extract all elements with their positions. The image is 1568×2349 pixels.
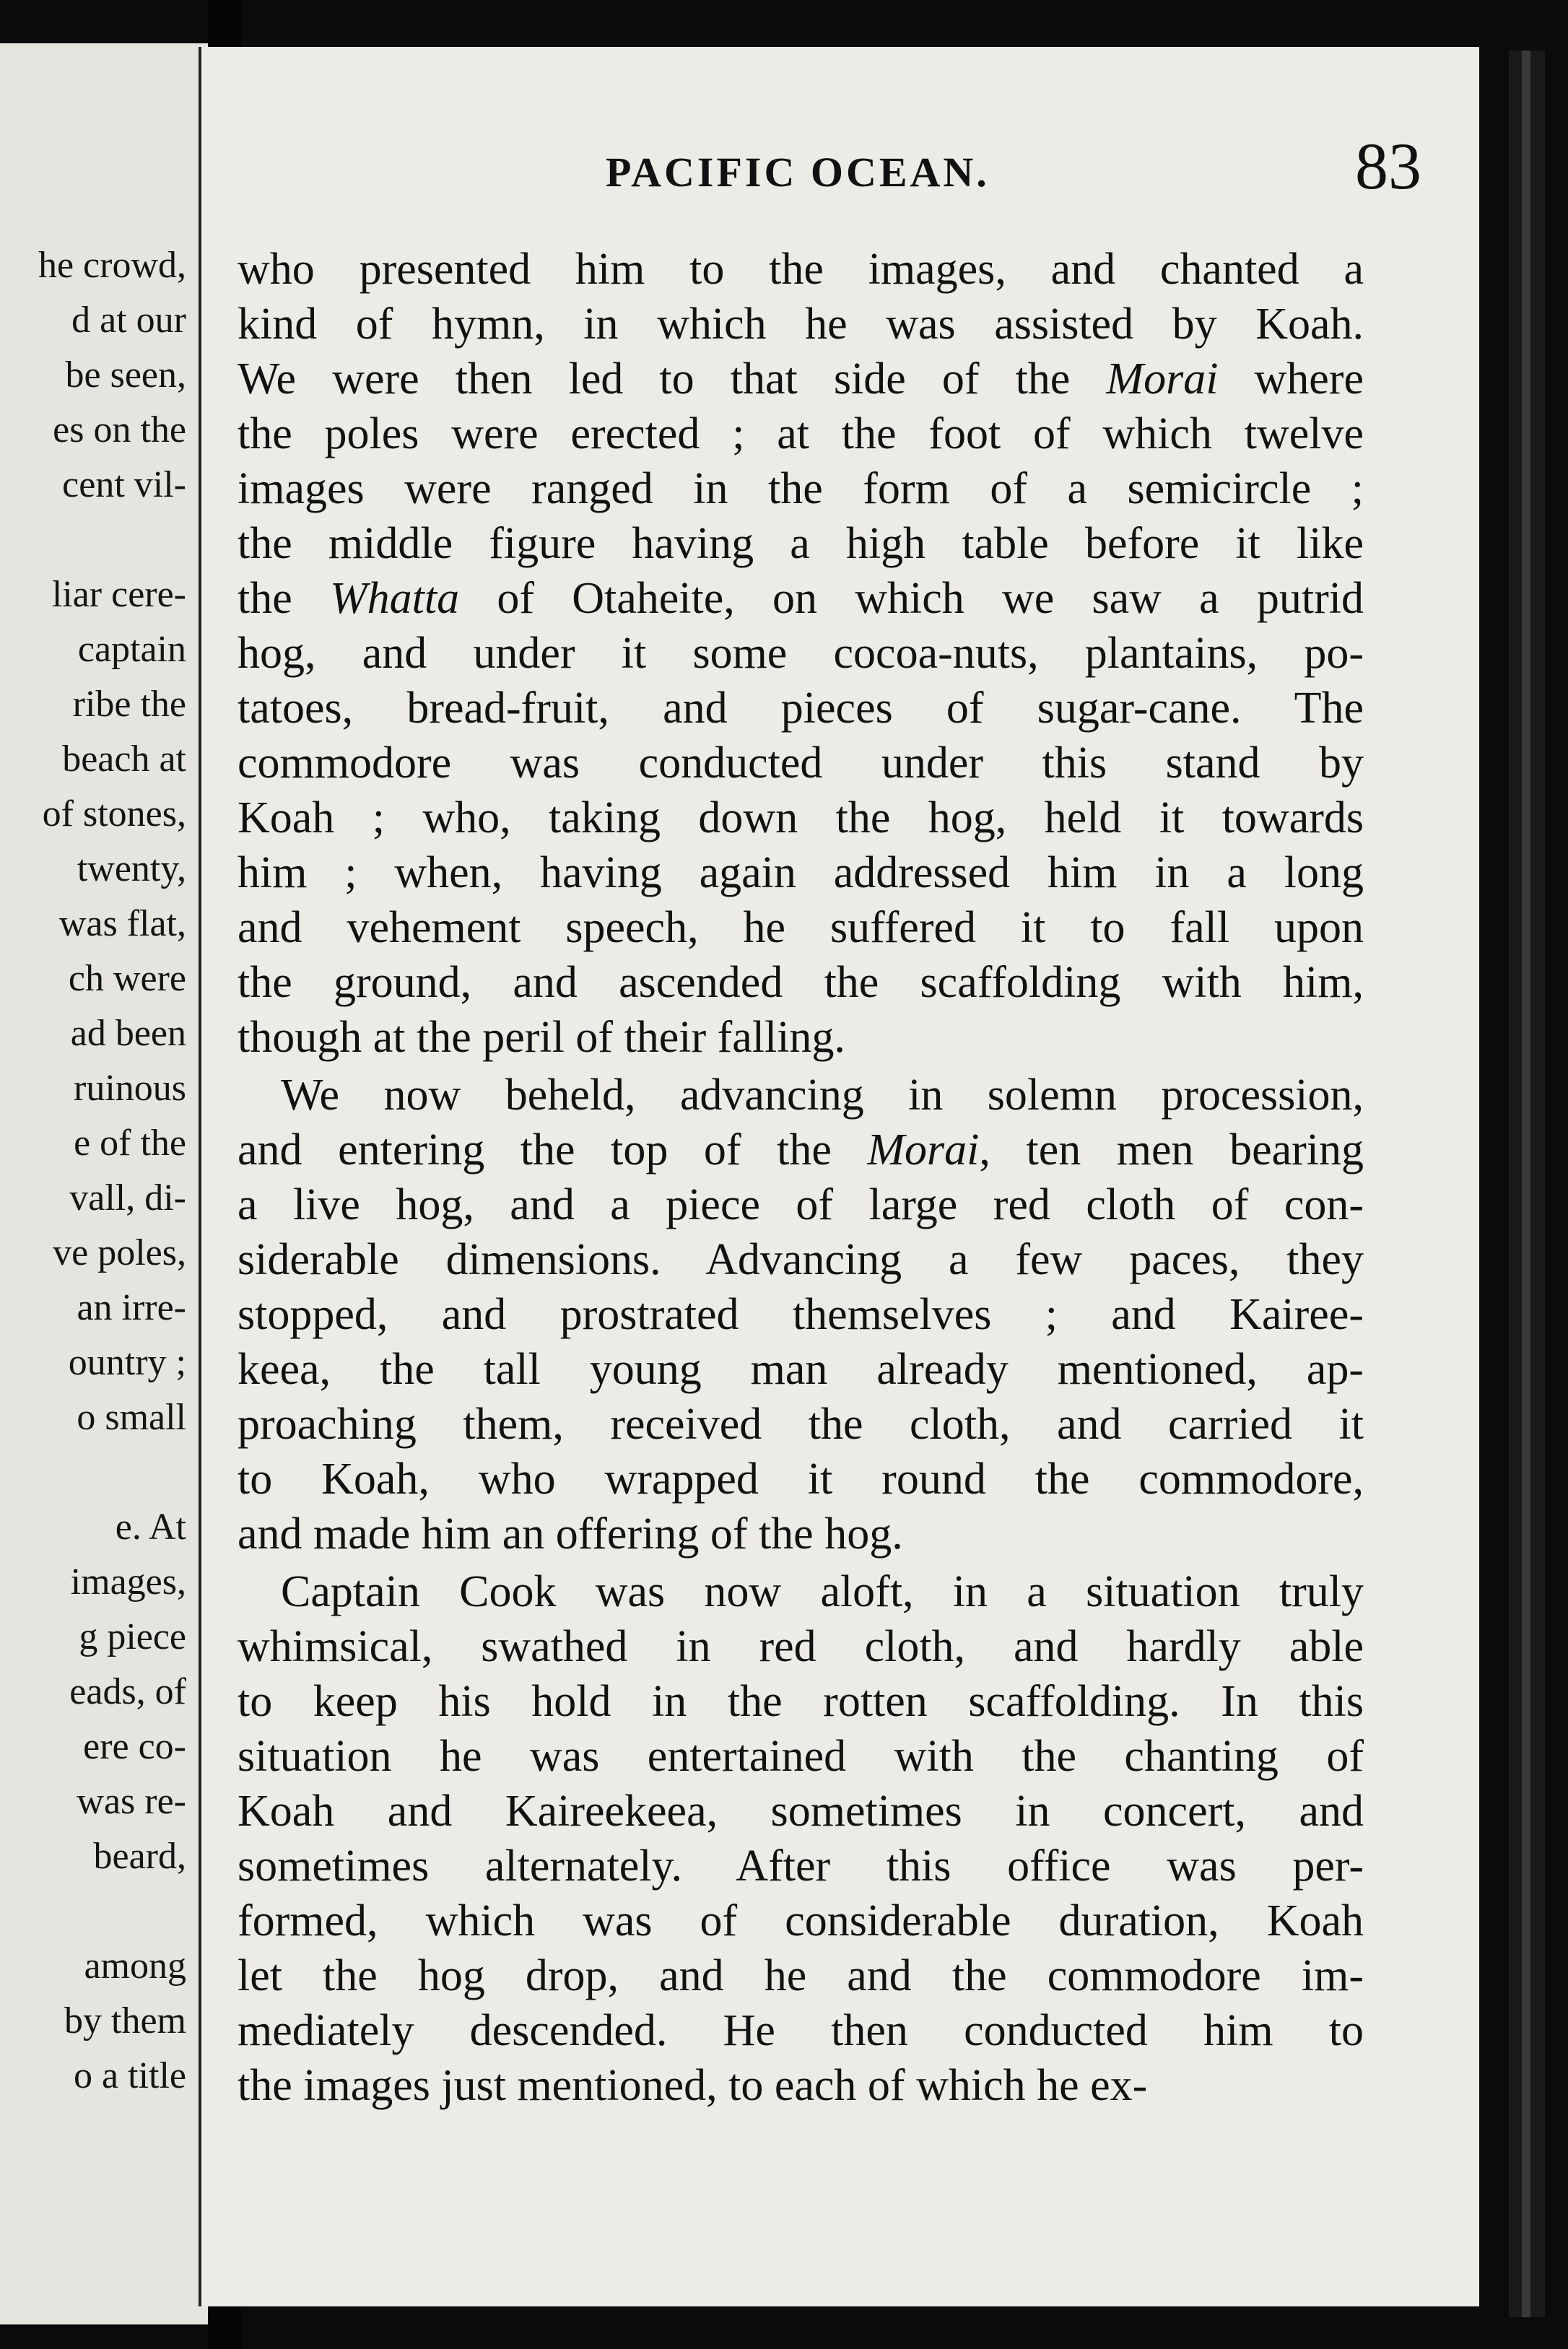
facing-page-line: ruinous — [74, 1068, 186, 1109]
text-line: images were ranged in the form of a semicircle ; — [238, 464, 1364, 513]
text-line: Koah ; who, taking down the hog, held it towards — [238, 793, 1364, 842]
text-line: Koah and Kaireekeea, sometimes in concert, and — [238, 1787, 1364, 1836]
text-line: proaching them, received the cloth, and carried it — [238, 1400, 1364, 1449]
facing-page-line: an irre- — [77, 1287, 186, 1328]
paragraph — [238, 1068, 1364, 1561]
book-page — [199, 47, 1479, 2306]
facing-page-line: by them — [64, 2000, 186, 2041]
text-line: though at the peril of their falling. — [238, 1013, 845, 1062]
facing-page-line: d at our — [71, 300, 186, 341]
text-line: hog, and under it some cocoa-nuts, plantains, po- — [238, 629, 1364, 678]
text-line: tatoes, bread-fruit, and pieces of sugar-cane. The — [238, 684, 1364, 733]
facing-page — [0, 43, 208, 2324]
text-line: siderable dimensions. Advancing a few paces, they — [238, 1235, 1364, 1284]
text-line: and entering the top of the Morai, ten men bearing — [238, 1125, 1364, 1174]
text-line: a live hog, and a piece of large red cloth of con- — [238, 1180, 1364, 1229]
running-title: PACIFIC OCEAN. — [606, 149, 990, 196]
facing-page-line: beard, — [93, 1836, 186, 1877]
facing-page-line: liar cere- — [51, 574, 186, 615]
text-line: let the hog drop, and he and the commodore im- — [238, 1951, 1364, 2000]
text-line: We now beheld, advancing in solemn procession, — [281, 1071, 1364, 1120]
text-line: the Whatta of Otaheite, on which we saw a putrid — [238, 574, 1364, 623]
page-header — [201, 129, 1479, 220]
facing-page-line: eads, of — [69, 1671, 186, 1712]
page-number: 83 — [1355, 129, 1421, 203]
text-line: and vehement speech, he suffered it to fall upon — [238, 903, 1364, 952]
facing-page-line: ve poles, — [53, 1232, 186, 1273]
text-line: him ; when, having again addressed him in a long — [238, 848, 1364, 897]
facing-page-line: e. At — [115, 1507, 186, 1548]
facing-page-line: was flat, — [58, 903, 186, 944]
facing-page-line: ountry ; — [68, 1342, 186, 1383]
text-line: keea, the tall young man already mentioned, ap- — [238, 1345, 1364, 1394]
text-line: the poles were erected ; at the foot of which twelve — [238, 409, 1364, 458]
facing-page-line: images, — [70, 1561, 186, 1603]
facing-page-line: twenty, — [77, 848, 186, 889]
text-line: sometimes alternately. After this office was per- — [238, 1842, 1364, 1891]
facing-page-line: es on the — [53, 409, 186, 450]
facing-page-line: ad been — [70, 1013, 186, 1054]
facing-page-line: beach at — [62, 738, 186, 780]
facing-page-line: ch were — [68, 958, 186, 999]
facing-page-line: e of the — [74, 1123, 186, 1164]
facing-page-line: captain — [77, 629, 186, 670]
facing-page-line: was re- — [77, 1781, 186, 1822]
text-line: who presented him to the images, and chanted a — [238, 245, 1364, 294]
text-line: commodore was conducted under this stand by — [238, 738, 1364, 788]
text-line: whimsical, swathed in red cloth, and hardly able — [238, 1622, 1364, 1671]
facing-page-line: be seen, — [65, 354, 186, 396]
text-line: mediately descended. He then conducted him to — [238, 2006, 1364, 2055]
facing-page-line: ribe the — [72, 684, 186, 725]
facing-page-line: g piece — [79, 1616, 186, 1657]
text-line: kind of hymn, in which he was assisted by Koah. — [238, 300, 1364, 349]
text-line: the images just mentioned, to each of which he ex- — [238, 2061, 1148, 2110]
text-line: We were then led to that side of the Morai where — [238, 354, 1364, 404]
facing-page-line: ere co- — [83, 1726, 186, 1767]
facing-page-line: vall, di- — [69, 1177, 186, 1219]
text-line: stopped, and prostrated themselves ; and Kairee- — [238, 1290, 1364, 1339]
text-line: the middle figure having a high table before it like — [238, 519, 1364, 568]
body-text — [238, 242, 1364, 2113]
facing-page-line: o a title — [74, 2055, 186, 2096]
facing-page-line: he crowd, — [38, 245, 186, 286]
page-edge — [1509, 51, 1545, 2317]
facing-page-line: cent vil- — [62, 464, 186, 505]
text-line: to Koah, who wrapped it round the commodore, — [238, 1455, 1364, 1504]
text-line: the ground, and ascended the scaffolding with him, — [238, 958, 1364, 1007]
text-line: to keep his hold in the rotten scaffolding. In this — [238, 1677, 1364, 1726]
facing-page-line: of stones, — [42, 793, 186, 834]
paragraph — [238, 242, 1364, 1065]
paragraph — [238, 1564, 1364, 2113]
text-line: and made him an offering of the hog. — [238, 1509, 903, 1559]
facing-page-line: o small — [77, 1397, 186, 1438]
facing-page-line: among — [84, 1945, 186, 1987]
text-line: Captain Cook was now aloft, in a situation truly — [281, 1567, 1364, 1616]
text-line: formed, which was of considerable duration, Koah — [238, 1896, 1364, 1945]
text-line: situation he was entertained with the chanting of — [238, 1732, 1364, 1781]
